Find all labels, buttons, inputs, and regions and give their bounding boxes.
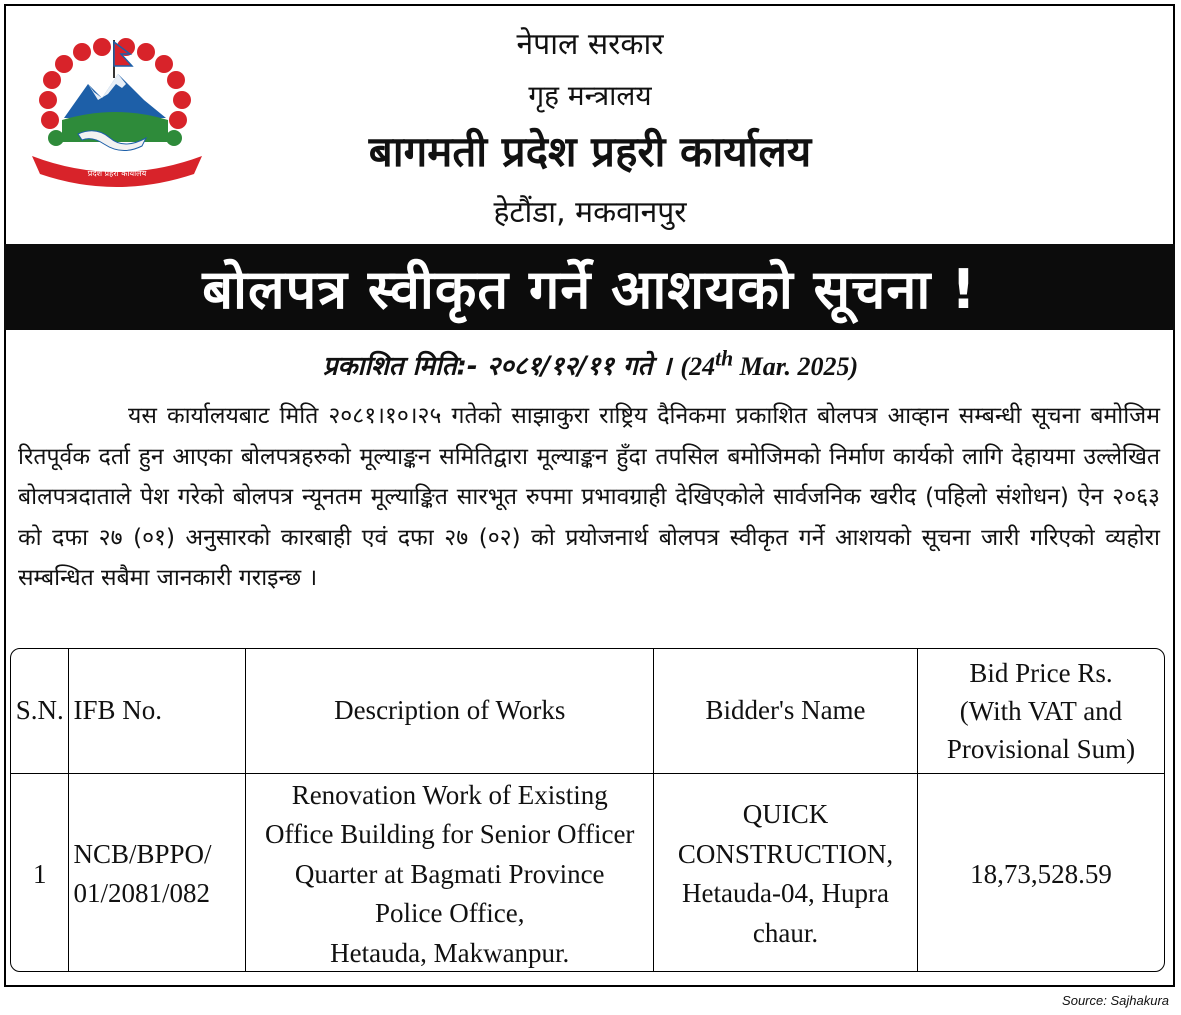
published-label: प्रकाशित मिति:- <box>322 351 478 382</box>
emblem-ribbon-text: प्रदेश प्रहरी कार्यालय <box>87 169 147 178</box>
published-date-np: २०८१/१२/११ गते । <box>486 351 672 382</box>
cell-ifb: NCB/BPPO/ 01/2081/082 <box>69 773 246 972</box>
ministry-title: गृह मन्त्रालय <box>528 79 652 112</box>
cell-bidder: QUICK CONSTRUCTION, Hetauda-04, Hupra chaur. <box>654 773 918 972</box>
award-table <box>10 648 1165 972</box>
cell-description: Renovation Work of Existing Office Building for Senior Officer Quarter at Bagmati Province Police Office, Hetauda, Makwanpur. <box>246 773 654 972</box>
header-bid-price: Bid Price Rs. (With VAT and Provisional Sum) <box>917 649 1164 773</box>
hills-icon <box>62 112 168 142</box>
cell-sn: 1 <box>11 773 69 972</box>
office-title: बागमती प्रदेश प्रहरी कार्यालय <box>368 127 812 176</box>
published-date-en: (24th Mar. 2025) <box>680 346 859 381</box>
cell-bid-price: 18,73,528.59 <box>917 773 1164 972</box>
published-date <box>0 346 1181 383</box>
notice-banner <box>4 244 1175 330</box>
header-bidder: Bidder's Name <box>654 649 918 773</box>
source-credit: Source: Sajhakura <box>1062 993 1169 1008</box>
office-location: हेटौंडा, मकवानपुर <box>493 195 687 230</box>
table-header-row <box>11 649 1164 773</box>
table-row <box>11 773 1164 972</box>
header-sn: S.N. <box>11 649 69 773</box>
notice-body: यस कार्यालयबाट मिति २०८१।१०।२५ गतेको साझाकुरा राष्ट्रिय दैनिकमा प्रकाशित बोलपत्र आव्हान सम्बन्धी सूचना बमोजिम रितपूर्वक दर्ता हुन आएका बोलपत्रहरुको मूल्याङ्कन समितिद्वारा मूल्याङ्कन हुँदा तपसिल बमोजिमको निर्माण कार्यको लागि देहायमा उल्लेखित बोलपत्रदाताले पेश गरेको बोलपत्र न्यूनतम मूल्याङ्कित सारभूत रुपमा प्रभावग्राही देखिएकोले सार्वजनिक खरीद (पहिलो संशोधन) ऐन २०६३ को दफा २७ (०१) अनुसारको कारबाही एवं दफा २७ (०२) को प्रयोजनार्थ बोलपत्र स्वीकृत गर्ने आशयको सूचना जारी गरिएको व्यहोरा सम्बन्धित सबैमा जानकारी गराइन्छ । <box>18 403 1160 591</box>
header-ifb: IFB No. <box>69 649 246 773</box>
notice-title: बोलपत्र स्वीकृत गर्ने आशयको सूचना ! <box>202 258 977 321</box>
nepal-emblem <box>26 38 208 190</box>
government-title: नेपाल सरकार <box>516 27 664 62</box>
header-description: Description of Works <box>246 649 654 773</box>
